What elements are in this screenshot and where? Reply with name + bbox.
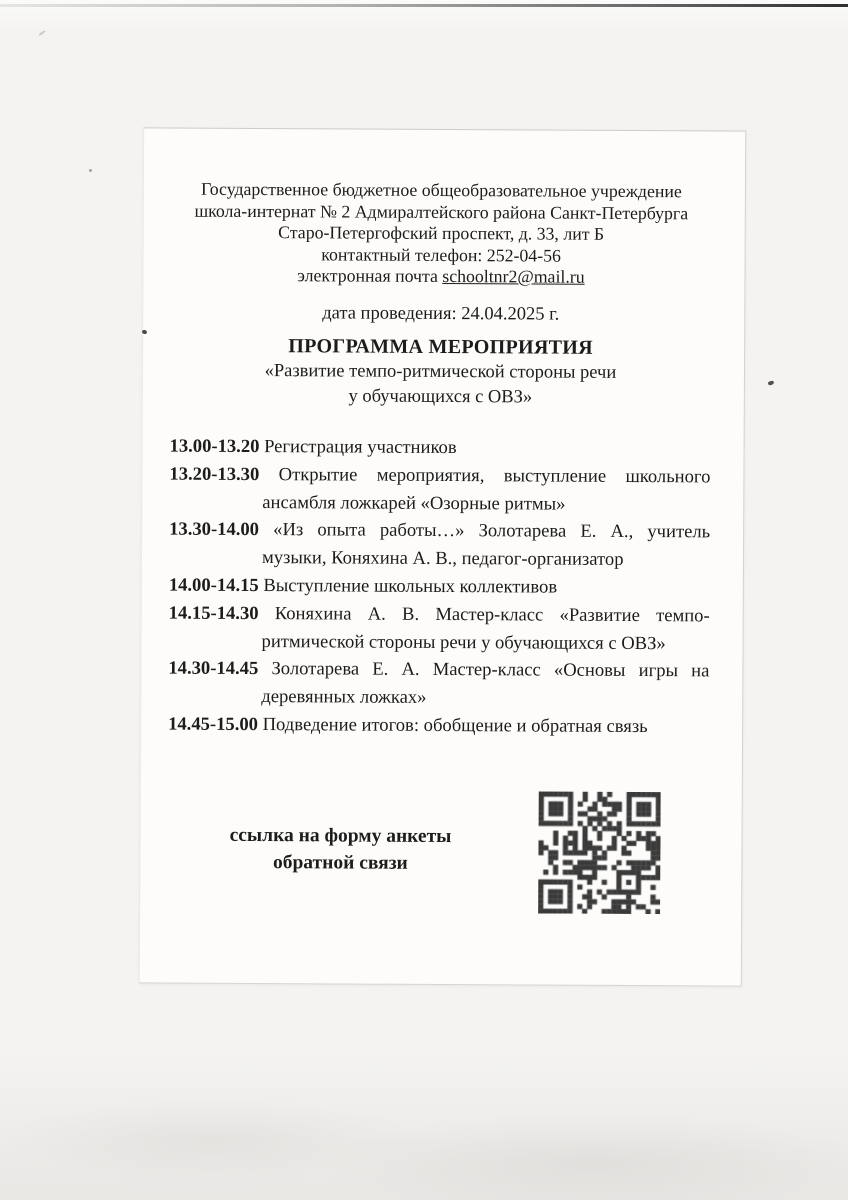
qr-code	[538, 791, 661, 914]
scan-artifact	[89, 169, 92, 172]
email-label: электронная почта	[297, 265, 443, 287]
schedule-time: 13.30-14.00	[169, 518, 260, 541]
scan-artifact	[767, 380, 774, 386]
schedule-entry	[168, 599, 709, 657]
schedule-text-continuation: ансамбля ложкарей «Озорные ритмы»	[262, 491, 566, 515]
schedule-entry	[168, 711, 709, 742]
schedule-time: 14.45-15.00	[168, 713, 259, 735]
event-date: дата проведения: 24.04.2025 г.	[322, 303, 560, 325]
org-name-line-2: школа-интернат № 2 Адмиралтейского района Санкт-Петербурга	[194, 200, 689, 223]
schedule-entry	[169, 516, 710, 574]
feedback-note-line-2: обратной связи	[272, 852, 408, 875]
event-subtitle-line-1: «Развитие темпо-ритмической стороны речи	[264, 361, 617, 383]
feedback-section	[167, 787, 709, 920]
scan-bottom-texture	[0, 1050, 848, 1200]
email-address: schooltnr2@mail.ru	[442, 266, 585, 288]
schedule-entry	[169, 460, 710, 518]
schedule-text: Открытие мероприятия, выступление школьного	[278, 463, 711, 488]
schedule-list	[168, 433, 711, 742]
schedule-time: 14.30-14.45	[168, 657, 259, 680]
schedule-text-continuation: деревянных ложках»	[261, 686, 427, 709]
schedule-text: Коняхина А. В. Мастер-класс «Развитие темпо-	[274, 602, 710, 627]
scan-artifact	[38, 30, 46, 36]
schedule-time: 13.00-13.20	[169, 435, 260, 458]
schedule-text-continuation: музыки, Коняхина А. В., педагог-организатор	[261, 547, 624, 571]
document-content	[167, 179, 712, 921]
schedule-time: 14.15-14.30	[168, 602, 259, 624]
org-name-line-1: Государственное бюджетное общеобразовательное учреждение	[200, 178, 682, 202]
schedule-text: Регистрация участников	[264, 436, 457, 459]
schedule-time: 14.00-14.15	[168, 574, 259, 596]
org-address: Старо-Петергофский проспект, д. 33, лит Б	[278, 222, 605, 245]
schedule-text: «Из опыта работы…» Золотарева Е. А., учитель	[273, 519, 711, 543]
document-paper	[139, 127, 746, 986]
event-subtitle-line-2: у обучающихся с ОВЗ»	[348, 386, 533, 408]
scan-edge-line	[0, 4, 848, 7]
schedule-time: 13.20-13.30	[169, 463, 260, 485]
schedule-entry	[170, 433, 711, 464]
feedback-note	[175, 821, 505, 878]
org-header	[170, 179, 712, 290]
schedule-entry	[168, 655, 709, 713]
org-email-line	[170, 265, 711, 289]
schedule-text: Подведение итогов: обобщение и обратная связь	[262, 713, 648, 738]
feedback-note-line-1: ссылка на форму анкеты	[229, 824, 452, 847]
org-phone: контактный телефон: 252-04-56	[321, 244, 561, 266]
schedule-text-continuation: ритмической стороны речи у обучающихся с ОВЗ»	[261, 630, 666, 654]
schedule-entry	[169, 572, 710, 603]
schedule-text: Выступление школьных коллективов	[263, 575, 558, 598]
schedule-text: Золотарева Е. А. Мастер-класс «Основы игры на	[271, 658, 710, 682]
event-title: ПРОГРАММА МЕРОПРИЯТИЯ	[288, 335, 593, 359]
